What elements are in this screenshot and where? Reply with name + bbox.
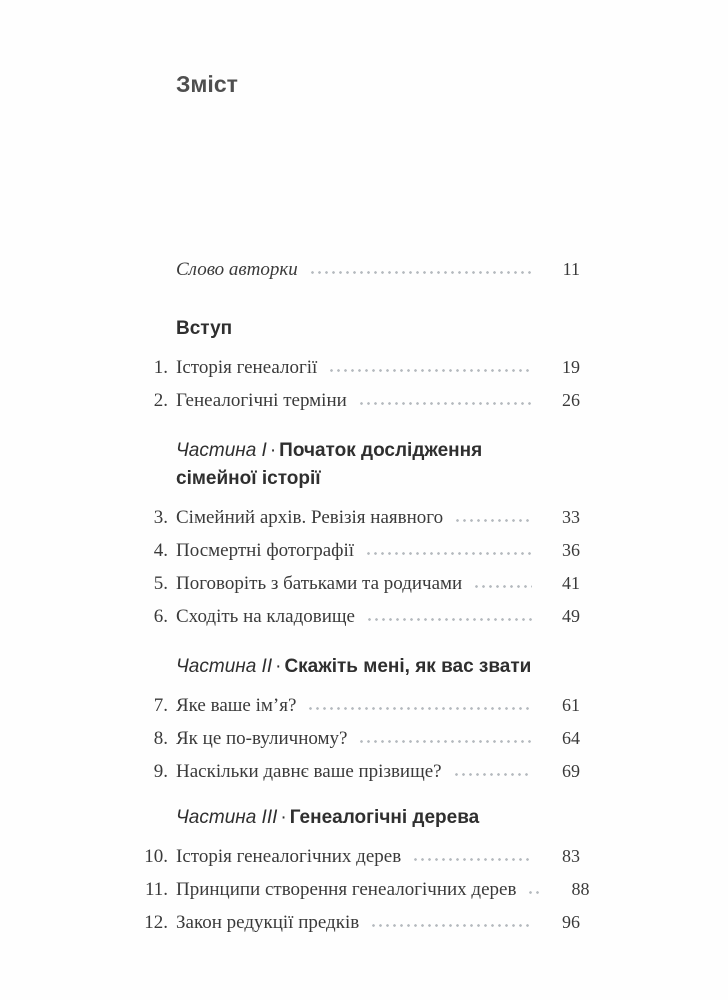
entry-label: Сходіть на кладовище (176, 606, 355, 627)
page-title: Зміст (176, 71, 238, 97)
entry-number: 8. (153, 728, 168, 749)
entry-page-number: 41 (562, 573, 580, 593)
dotted-leader (473, 584, 532, 589)
section-heading (138, 804, 568, 832)
entry-label: Посмертні фотографії (176, 540, 355, 561)
entry-page-number: 61 (562, 695, 580, 715)
entry-number: 7. (153, 695, 168, 716)
dotted-leader (366, 617, 532, 622)
entry-label: Принципи створення генеалогічних дерев (176, 879, 517, 900)
toc-entry (138, 689, 580, 722)
entry-page-number: 83 (562, 846, 580, 866)
entry-page-number: 96 (562, 912, 580, 932)
part-title: Генеалогічні дерева (289, 807, 480, 828)
entry-page-number: 64 (562, 728, 580, 748)
entry-number: 3. (153, 507, 168, 528)
part-title: Початок дослідження сімейної історії (176, 440, 483, 489)
part-title: Скажіть мені, як вас звати (284, 656, 532, 677)
entry-label: Яке ваше ім’я? (176, 695, 297, 716)
toc-entry (138, 254, 580, 285)
toc-entry (138, 600, 580, 633)
entry-label: Як це по-вуличному? (176, 728, 348, 749)
part-title: Вступ (176, 318, 233, 339)
part-label: Частина II (176, 656, 273, 677)
dotted-leader (309, 270, 532, 275)
entry-label: Генеалогічні терміни (176, 390, 347, 411)
entry-page-number: 11 (562, 259, 580, 279)
dotted-leader (307, 706, 532, 711)
toc-entry (138, 534, 580, 567)
toc-entry (138, 906, 580, 939)
toc-entry (138, 722, 580, 755)
entry-number: 12. (144, 912, 168, 933)
toc-entry (138, 873, 590, 906)
entry-page-number: 69 (562, 761, 580, 781)
entry-label: Сімейний архів. Ревізія наявного (176, 507, 444, 528)
entry-label: Історія генеалогічних дерев (176, 846, 402, 867)
dotted-leader (527, 890, 541, 895)
dotted-leader (358, 739, 532, 744)
entry-number: 2. (153, 390, 168, 411)
toc-entry (138, 351, 580, 384)
dotted-leader (365, 551, 532, 556)
toc-entry (138, 384, 580, 417)
entry-page-number: 19 (562, 357, 580, 377)
dot-separator: · (280, 807, 287, 828)
toc-entry (138, 755, 580, 788)
dotted-leader (453, 772, 532, 777)
section-heading (138, 437, 568, 493)
entry-page-number: 26 (562, 390, 580, 410)
toc-entry (138, 501, 580, 534)
entry-label: Історія генеалогії (176, 357, 318, 378)
entry-number: 1. (153, 357, 168, 378)
entry-number: 9. (153, 761, 168, 782)
part-label: Частина I (176, 440, 267, 461)
toc-entry (138, 840, 580, 873)
entry-number: 10. (144, 846, 168, 867)
toc-entry (138, 567, 580, 600)
entry-label: Закон редукції предків (176, 912, 360, 933)
entry-page-number: 49 (562, 606, 580, 626)
part-label: Частина III (176, 807, 278, 828)
dotted-leader (370, 923, 532, 928)
entry-number: 11. (144, 879, 168, 900)
section-heading (138, 315, 568, 343)
entry-number: 5. (153, 573, 168, 594)
dotted-leader (358, 401, 532, 406)
table-of-contents (138, 254, 590, 939)
dot-separator: · (269, 440, 277, 461)
dotted-leader (328, 368, 532, 373)
entry-page-number: 33 (562, 507, 580, 527)
entry-label: Поговоріть з батьками та родичами (176, 573, 463, 594)
dotted-leader (454, 518, 532, 523)
entry-number: 6. (153, 606, 168, 627)
dotted-leader (412, 857, 532, 862)
entry-label: Слово авторки (176, 259, 298, 280)
entry-label: Наскільки давнє ваше прізвище? (176, 761, 442, 782)
entry-number: 4. (153, 540, 168, 561)
dot-separator: · (275, 656, 282, 677)
entry-page-number: 36 (562, 540, 580, 560)
section-heading (138, 653, 568, 681)
entry-page-number: 88 (571, 879, 590, 899)
